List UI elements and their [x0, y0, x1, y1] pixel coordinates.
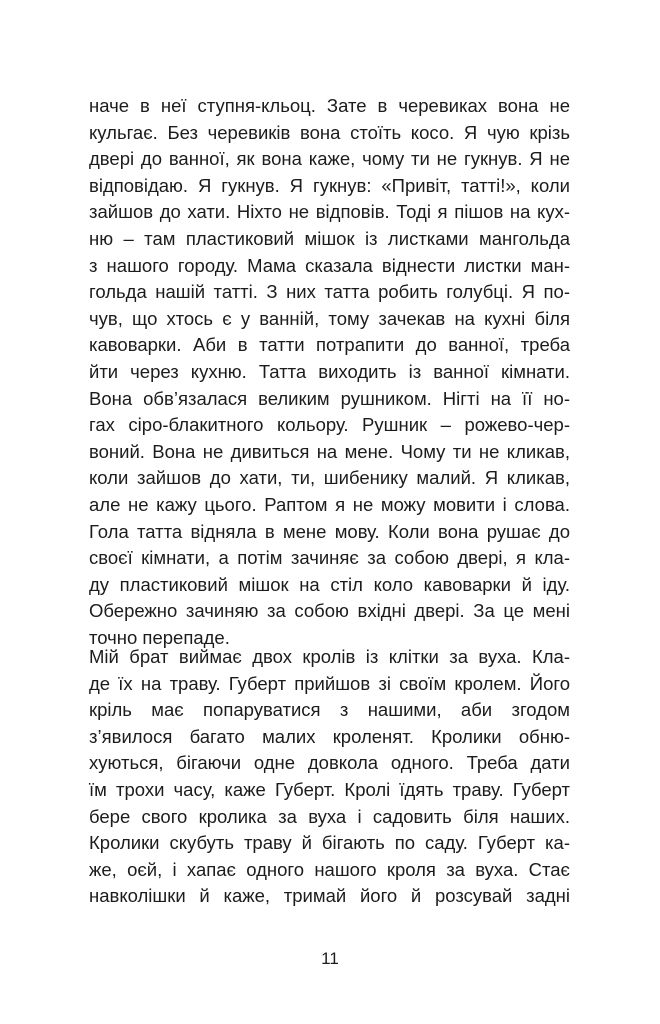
text-line: двері до ванної, як вона каже, чому ти не гукнув. Я не: [89, 148, 570, 170]
text-line: ню – там пластиковий мішок із листками мангольда: [89, 227, 570, 249]
text-line: кульгає. Без черевиків вона стоїть косо. Я чую крізь: [89, 121, 570, 143]
text-line: з’явилося багато малих кроленят. Кролики обню-: [89, 725, 570, 747]
text-line: Гола татта відняла в мене мову. Коли вона рушає до: [89, 520, 570, 542]
text-line: Вона обв’язалася великим рушником. Нігті на її но-: [89, 387, 570, 409]
text-line: гах сіро-блакитного кольору. Рушник – рожево-чер-: [89, 414, 570, 436]
text-line: Кролики скубуть траву й бігають по саду. Губерт ка-: [89, 832, 570, 854]
text-line: точно перепаде.: [89, 626, 230, 648]
text-line: кріль має попаруватися з нашими, аби згодом: [89, 699, 570, 721]
text-line: йти через кухню. Татта виходить із ванної кімнати.: [89, 360, 570, 382]
text-line: наче в неї ступня-кльоц. Зате в черевиках вона не: [89, 95, 570, 116]
page-number: 11: [321, 949, 339, 968]
text-line: ду пластиковий мішок на стіл коло кавоварки й іду.: [89, 573, 570, 595]
text-line: їм трохи часу, каже Губерт. Кролі їдять траву. Губерт: [89, 778, 570, 800]
text-line: воний. Вона не дивиться на мене. Чому ти не кликав,: [89, 440, 570, 462]
text-line: з нашого городу. Мама сказала віднести листки ман-: [89, 254, 570, 276]
text-line: де їх на траву. Губерт прийшов зі своїм кролем. Його: [89, 672, 570, 694]
text-line: бере свого кролика за вуха і садовить біля наших.: [89, 805, 570, 827]
text-line: гольда нашій татті. З них татта робить голубці. Я по-: [89, 281, 570, 303]
text-line: Обережно зачиняю за собою вхідні двері. За це мені: [89, 600, 570, 622]
text-line: зайшов до хати. Ніхто не відповів. Тоді я пішов на кух-: [89, 201, 570, 223]
paragraph-2: [89, 644, 570, 910]
text-line: коли зайшов до хати, ти, шибенику малий. Я кликав,: [89, 467, 570, 489]
text-line: хуються, бігаючи одне довкола одного. Треба дати: [89, 752, 570, 774]
text-line: своєї кімнати, а потім зачиняє за собою двері, я кла-: [89, 547, 570, 569]
text-line: кавоварки. Аби в татти потрапити до ванної, треба: [89, 334, 570, 356]
text-line: чув, що хтось є у ванній, тому зачекав на кухні біля: [89, 307, 570, 329]
paragraph-1: [89, 93, 570, 651]
text-line: Мій брат виймає двох кролів із клітки за вуха. Кла-: [89, 646, 570, 667]
text-line: але не кажу цього. Раптом я не можу мовити і слова.: [89, 493, 570, 515]
text-line: же, оєй, і хапає одного нашого кроля за вуха. Стає: [89, 858, 570, 880]
text-line: відповідаю. Я гукнув. Я гукнув: «Привіт, татті!», коли: [89, 174, 570, 196]
text-line: навколішки й каже, тримай його й розсувай задні: [89, 885, 570, 907]
